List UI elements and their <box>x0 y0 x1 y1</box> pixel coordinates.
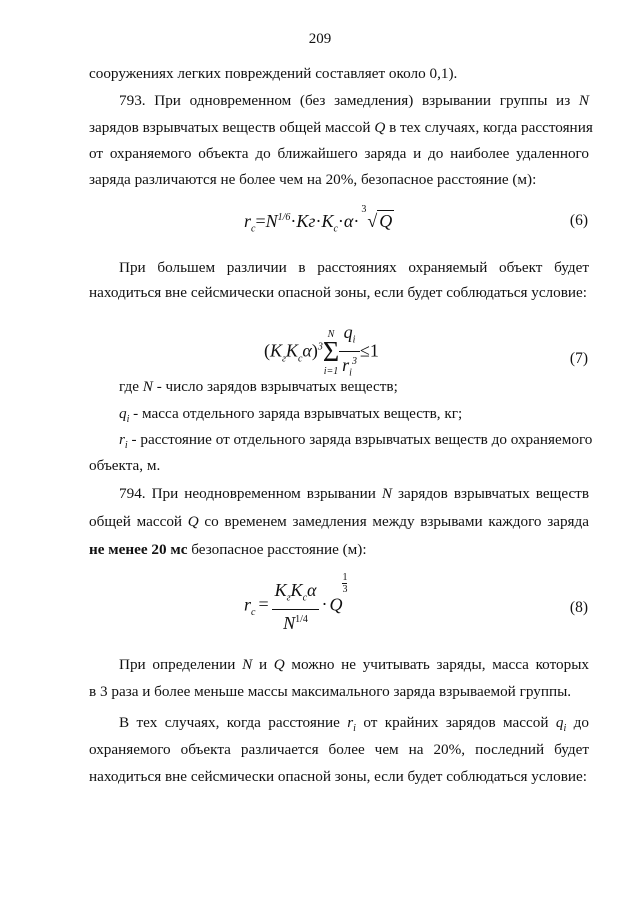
text: 793. При одновременном (без замедления) взрывании группы из <box>119 92 579 109</box>
text: общей массой <box>89 513 188 530</box>
text: охраняемого объекта различается более чем на 20%, последний будет <box>89 741 589 758</box>
eq-subscript: c <box>251 223 256 235</box>
eq-symbol: · <box>315 211 322 231</box>
eq-symbol: Q <box>379 211 393 231</box>
paragraph-line <box>119 259 589 277</box>
paragraph-794-line <box>89 513 589 531</box>
text: При большем различии в расстояниях охраняемый объект будет <box>119 259 589 276</box>
text: заряда различаются не более чем на 20%, безопасное расстояние (м): <box>89 171 537 188</box>
var-N: N <box>242 656 253 673</box>
eq-superscript: 1/4 <box>295 613 308 625</box>
paragraph-line <box>119 656 589 674</box>
equation-number: (7) <box>569 350 588 367</box>
text: зарядов взрывчатых веществ <box>392 485 589 502</box>
var-subscript: i <box>124 440 128 452</box>
text: зарядов взрывчатых веществ общей массой <box>89 119 375 136</box>
bold-text: не менее 20 мс <box>89 541 188 558</box>
definition-line <box>119 405 589 429</box>
paragraph-793-line <box>119 92 589 110</box>
text: от охраняемого объекта до ближайшего заряда и до наиболее удаленного <box>89 145 589 162</box>
eq-symbol: = <box>255 211 266 231</box>
paragraph-793-line <box>89 119 593 137</box>
eq-subscript: c <box>251 607 256 619</box>
eq-symbol: ≤1 <box>359 340 379 361</box>
text: и <box>252 656 274 673</box>
text: находиться вне сейсмически опасной зоны, если будет соблюдаться условие: <box>89 768 587 785</box>
text: - число зарядов взрывчатых веществ; <box>152 378 398 395</box>
text: от крайних зарядов массой <box>355 714 556 731</box>
var-Q: Q <box>273 656 285 673</box>
paragraph-line <box>119 714 589 738</box>
var-r: r <box>119 431 125 448</box>
eq-symbol: · <box>337 211 344 231</box>
text: - расстояние от отдельного заряда взрывчатых веществ до охраняемого <box>127 431 593 448</box>
eq-subscript: г <box>282 353 286 365</box>
definition-line <box>89 457 589 475</box>
paragraph-793-line <box>89 145 589 163</box>
exp-numerator: 1 <box>342 572 348 583</box>
cube-root: 3 √ Q <box>361 204 393 231</box>
sigma-symbol: Σ <box>322 336 340 368</box>
eq-symbol: ) <box>311 340 318 361</box>
definition-line <box>119 431 593 455</box>
eq-subscript: c <box>297 353 303 365</box>
eq-symbol: r <box>244 211 252 231</box>
eq-symbol: K <box>274 580 287 600</box>
text: в тех случаях, когда расстояния <box>385 119 593 136</box>
eq-superscript: 1/6 <box>277 212 291 223</box>
text: - масса отдельного заряда взрывчатых веществ, кг; <box>129 405 463 422</box>
eq-symbol: α <box>343 211 354 231</box>
eq-symbol: Kг <box>296 211 316 231</box>
eq-symbol: Q <box>329 594 343 615</box>
text: При определении <box>119 656 243 673</box>
eq-symbol: α <box>302 340 312 361</box>
paragraph-line <box>89 768 589 786</box>
equation-6 <box>244 204 394 235</box>
eq-symbol: r <box>342 354 350 375</box>
eq-symbol: K <box>321 211 334 231</box>
text: можно не учитывать заряды, масса которых <box>284 656 589 673</box>
eq-subscript: i <box>349 367 352 379</box>
var-subscript: i <box>563 723 567 735</box>
eq-symbol: K <box>285 340 298 361</box>
equation-number: (8) <box>569 599 588 616</box>
sum-lower-limit: i=1 <box>323 365 339 377</box>
var-Q: Q <box>187 513 199 530</box>
text: находиться вне сейсмически опасной зоны, если будет соблюдаться условие: <box>89 284 587 301</box>
eq-symbol: ( <box>264 340 270 361</box>
eq-symbol: r <box>244 594 252 615</box>
var-Q: Q <box>374 119 386 136</box>
var-N: N <box>381 485 392 502</box>
definition-line <box>119 378 589 396</box>
eq-symbol: · <box>290 211 297 231</box>
var-N: N <box>142 378 153 395</box>
paragraph-line <box>89 683 589 701</box>
eq-symbol: N <box>283 612 296 633</box>
paragraph-794-line <box>89 541 589 559</box>
text: объекта, м. <box>89 457 161 474</box>
eq-subscript: г <box>286 592 291 604</box>
var-subscript: i <box>126 414 130 426</box>
eq-subscript: i <box>352 334 356 346</box>
fraction-exponent <box>342 572 347 595</box>
text: со временем замедления между взрывами каждого заряда <box>198 513 590 530</box>
eq-symbol: q <box>343 322 353 342</box>
eq-subscript: c <box>333 223 338 235</box>
eq-subscript: c <box>302 592 308 604</box>
root-index: 3 <box>361 204 367 215</box>
eq-symbol: α <box>307 580 317 600</box>
paragraph-line <box>89 65 589 83</box>
var-q: q <box>119 405 127 422</box>
eq-symbol: = <box>258 594 269 615</box>
text: безопасное расстояние (м): <box>187 541 367 558</box>
fraction <box>272 580 320 633</box>
sum-upper-limit: N <box>327 328 335 340</box>
summation <box>323 329 339 377</box>
paragraph-line <box>89 741 589 759</box>
var-r: r <box>347 714 354 731</box>
page-number: 209 <box>308 31 332 47</box>
text: В тех случаях, когда расстояние <box>119 714 348 731</box>
equation-7 <box>264 322 379 383</box>
text: где <box>119 378 143 395</box>
paragraph-793-line <box>89 171 589 189</box>
eq-symbol: N <box>265 211 278 231</box>
eq-symbol: K <box>290 580 303 600</box>
eq-symbol: K <box>270 340 283 361</box>
fraction <box>339 322 360 383</box>
equation-number: (6) <box>569 212 588 229</box>
paragraph-line <box>89 284 589 302</box>
var-q: q <box>555 714 564 731</box>
eq-symbol: · <box>353 211 360 231</box>
text: сооружениях легких повреждений составляет около 0,1). <box>89 65 458 82</box>
var-N: N <box>578 92 589 109</box>
eq-superscript: 3 <box>317 341 323 353</box>
text: до <box>566 714 589 731</box>
equation-8 <box>244 572 348 633</box>
var-subscript: i <box>353 723 356 735</box>
text: 794. При неодновременном взрывании <box>119 485 382 502</box>
eq-superscript: 3 <box>351 355 357 367</box>
exp-denominator: 3 <box>342 584 348 595</box>
paragraph-794-line <box>119 485 589 503</box>
eq-symbol: · <box>321 594 328 615</box>
text: в 3 раза и более меньше массы максимального заряда взрываемой группы. <box>89 683 572 700</box>
